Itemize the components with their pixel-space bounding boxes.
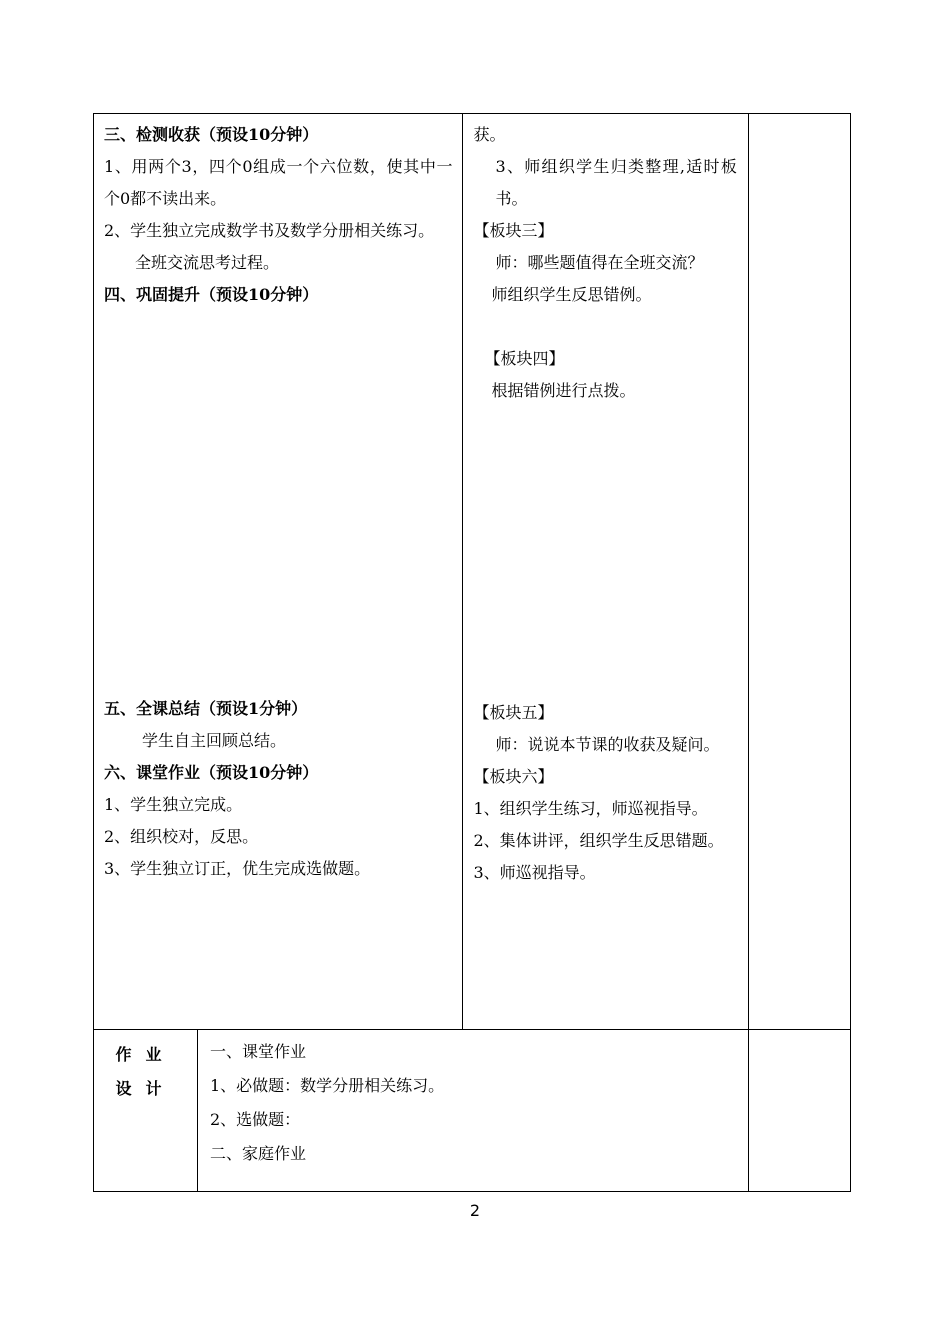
homework-label-line-2: 设计 (115, 1079, 176, 1098)
teacher-section-3-line: 3、师组织学生归类整理,适时板书。 (495, 157, 737, 208)
section-3-heading: 三、检测收获（预设10分钟） (104, 125, 319, 144)
homework-label-line-1: 作业 (115, 1045, 176, 1064)
block-6-line-2: 2、集体讲评，组织学生反思错题。 (473, 831, 724, 850)
homework-merged-cell (94, 1030, 749, 1192)
block-3-line-1: 师：哪些题值得在全班交流？ (495, 253, 704, 272)
section-3-item-1: 1、用两个3，四个0组成一个六位数，使其中一个0都不读出来。 (104, 157, 453, 208)
block-4-heading: 【板块四】 (484, 349, 565, 368)
section-3-item-3: 全班交流思考过程。 (135, 253, 280, 272)
section-6-item-2: 2、组织校对，反思。 (104, 827, 259, 846)
block-6-heading: 【板块六】 (473, 767, 554, 786)
homework-heading-2: 二、家庭作业 (210, 1144, 307, 1163)
homework-row (94, 1030, 851, 1192)
homework-item-2: 2、选做题： (210, 1110, 301, 1129)
block-3-line-2: 师组织学生反思错例。 (491, 285, 652, 304)
section-6-item-3: 3、学生独立订正，优生完成选做题。 (104, 859, 371, 878)
section-5-heading: 五、全课总结（预设1分钟） (104, 699, 308, 718)
page-number: 2 (469, 1201, 481, 1220)
block-4-line-1: 根据错例进行点拨。 (491, 381, 636, 400)
section-4-blank (104, 311, 452, 693)
teacher-activity-cell (463, 114, 748, 1030)
lesson-plan-table (93, 113, 851, 1192)
block-5-line-1: 师：说说本节课的收获及疑问。 (495, 735, 720, 754)
notes-cell (748, 114, 850, 1030)
homework-item-1: 1、必做题：数学分册相关练习。 (210, 1076, 445, 1095)
homework-heading-1: 一、课堂作业 (210, 1042, 307, 1061)
main-row (94, 114, 851, 1030)
section-6-item-1: 1、学生独立完成。 (104, 795, 243, 814)
teacher-line-continued: 获。 (473, 125, 506, 144)
section-6-heading: 六、课堂作业（预设10分钟） (104, 763, 319, 782)
homework-notes-cell (748, 1030, 850, 1192)
block-6-line-3: 3、师巡视指导。 (473, 863, 596, 882)
section-5-item-1: 学生自主回顾总结。 (142, 731, 287, 750)
block-6-line-1: 1、组织学生练习，师巡视指导。 (473, 799, 708, 818)
section-4-heading: 四、巩固提升（预设10分钟） (104, 285, 319, 304)
homework-label-cell (94, 1030, 198, 1191)
block-3-heading: 【板块三】 (473, 221, 554, 240)
homework-content-cell (198, 1030, 748, 1191)
student-activity-cell (94, 114, 463, 1030)
section-3-item-2: 2、学生独立完成数学书及数学分册相关练习。 (104, 221, 435, 240)
block-5-heading: 【板块五】 (473, 703, 554, 722)
